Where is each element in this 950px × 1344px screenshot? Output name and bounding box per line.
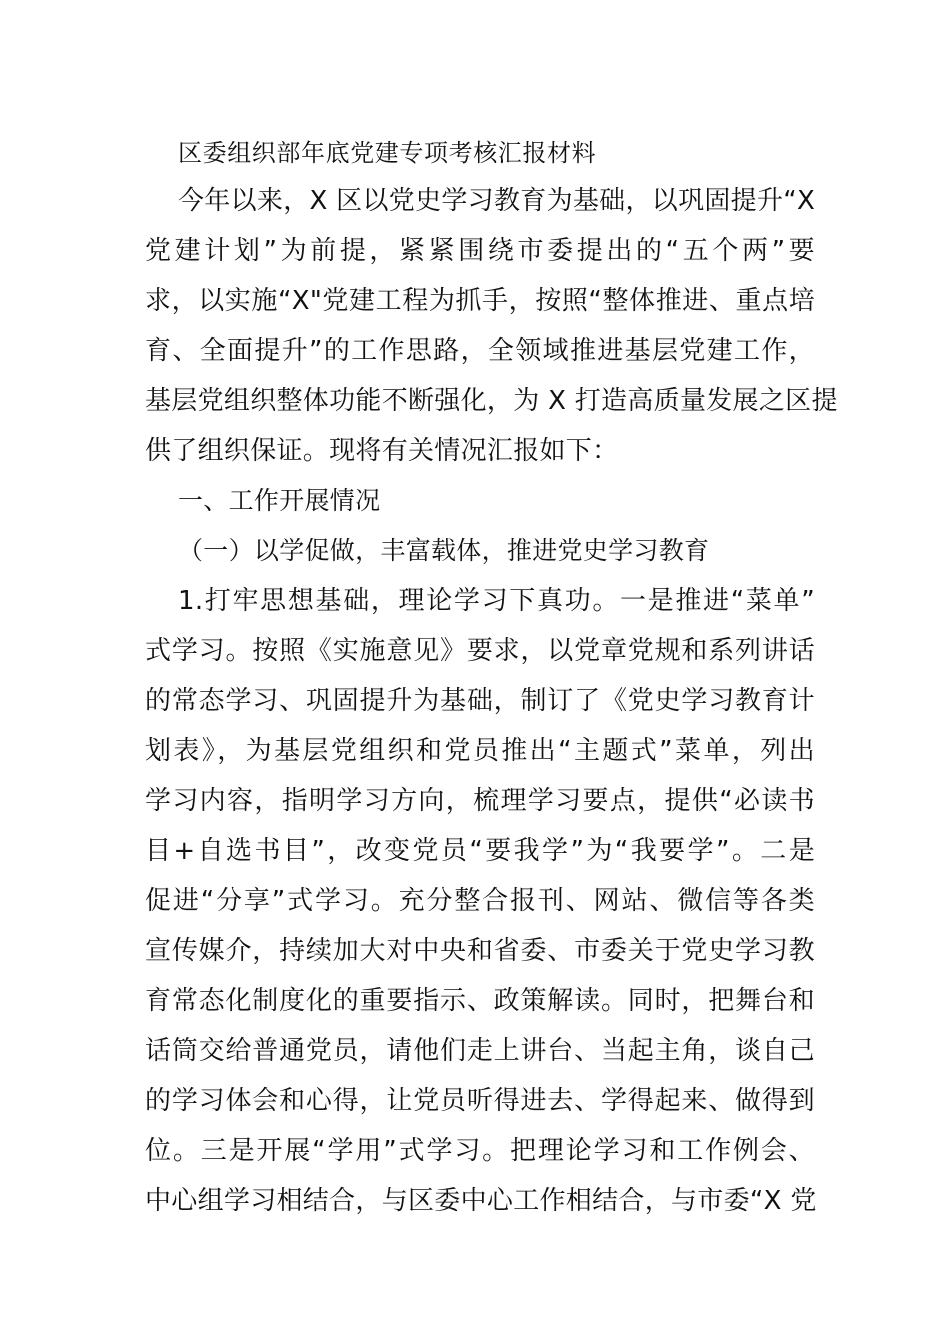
document-title: 区委组织部年底党建专项考核汇报材料: [178, 139, 597, 167]
paragraph-line: 1.打牢思想基础，理论学习下真功。一是推进“菜单”: [178, 586, 815, 616]
paragraph-line: 宣传媒介，持续加大对中央和省委、市委关于党史学习教: [145, 936, 815, 966]
paragraph-line: 中心组学习相结合，与区委中心工作相结合，与市委“X 党: [145, 1186, 817, 1216]
paragraph-line: 促进“分享”式学习。充分整合报刊、网站、微信等各类: [145, 886, 815, 916]
paragraph-line: 划表》，为基层党组织和党员推出“主题式”菜单，列出: [145, 736, 815, 766]
section-heading: 一、工作开展情况: [178, 486, 381, 515]
paragraph-line: 今年以来，X 区以党史学习教育为基础，以巩固提升“X: [178, 186, 816, 216]
paragraph-line: 基层党组织整体功能不断强化，为 X 打造高质量发展之区提: [145, 386, 838, 416]
paragraph-line: 话筒交给普通党员，请他们走上讲台、当起主角，谈自己: [145, 1036, 815, 1066]
paragraph-line: 育、全面提升”的工作思路，全领域推进基层党建工作，: [145, 336, 815, 366]
paragraph-line: 位。三是开展“学用”式学习。把理论学习和工作例会、: [145, 1136, 815, 1166]
paragraph-line: 育常态化制度化的重要指示、政策解读。同时，把舞台和: [145, 986, 815, 1016]
paragraph-line: 的学习体会和心得，让党员听得进去、学得起来、做得到: [145, 1086, 815, 1116]
subsection-heading: （一）以学促做，丰富载体，推进党史学习教育: [178, 536, 710, 565]
paragraph-line: 学习内容，指明学习方向，梳理学习要点，提供“必读书: [145, 786, 815, 816]
paragraph-line: 式学习。按照《实施意见》要求，以党章党规和系列讲话: [145, 636, 815, 666]
paragraph-line: 党建计划”为前提，紧紧围绕市委提出的“五个两”要: [145, 236, 815, 266]
paragraph-line: 求，以实施“X"党建工程为抓手，按照“整体推进、重点培: [145, 286, 815, 316]
paragraph-line: 目+自选书目”，改变党员“要我学”为“我要学”。二是: [145, 836, 815, 866]
paragraph-line: 供了组织保证。现将有关情况汇报如下：: [145, 436, 619, 466]
paragraph-line: 的常态学习、巩固提升为基础，制订了《党史学习教育计: [145, 686, 815, 716]
